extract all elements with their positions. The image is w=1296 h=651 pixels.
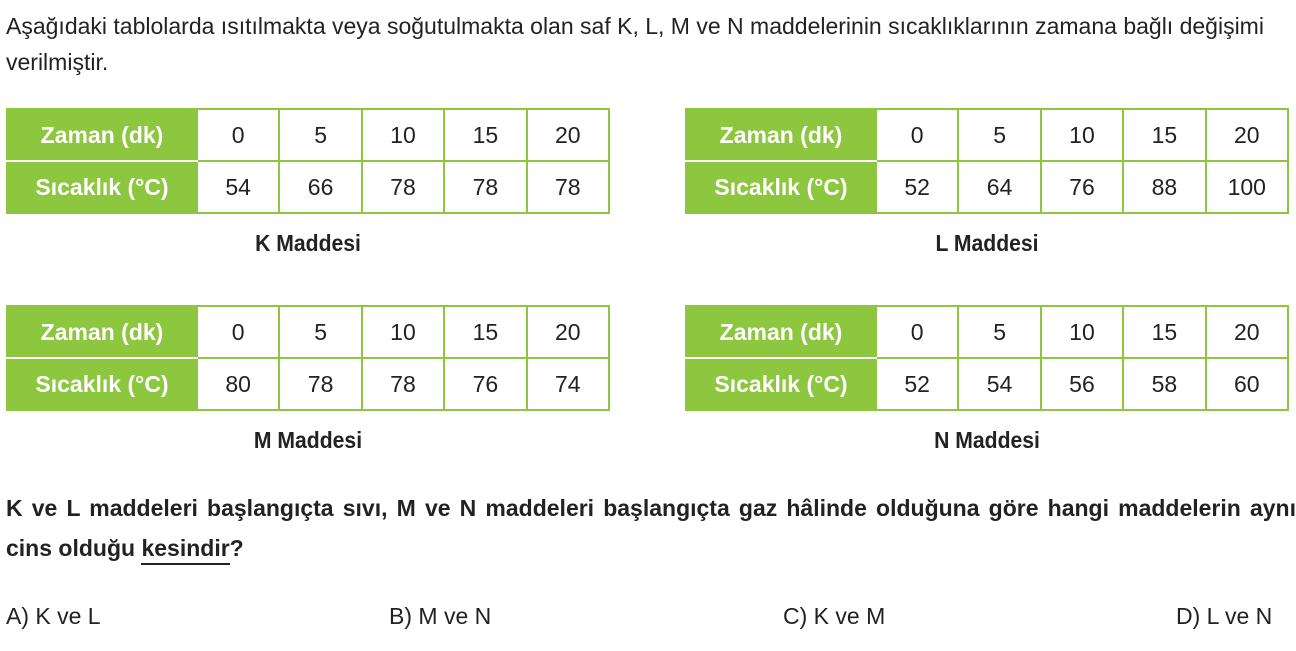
time-header: Zaman (dk) bbox=[686, 109, 876, 161]
temp-cell: 56 bbox=[1041, 358, 1123, 410]
time-cell: 15 bbox=[1123, 109, 1205, 161]
option-d[interactable] bbox=[1176, 603, 1272, 630]
temp-cell: 58 bbox=[1123, 358, 1205, 410]
option-letter: B) bbox=[389, 603, 412, 629]
question-underlined-word: kesindir bbox=[141, 535, 229, 565]
time-cell: 15 bbox=[444, 109, 526, 161]
time-cell: 20 bbox=[527, 109, 609, 161]
question-body: K ve L maddeleri başlangıçta sıvı, M ve N maddeleri başlangıçta gaz hâlinde olduğuna göre hangi maddelerin aynı cins olduğu bbox=[6, 495, 1296, 561]
temp-cell: 64 bbox=[958, 161, 1040, 213]
table-k bbox=[6, 108, 610, 214]
time-cell: 0 bbox=[876, 306, 958, 358]
question-mark: ? bbox=[229, 535, 244, 561]
temp-row bbox=[686, 358, 1288, 410]
temp-cell: 78 bbox=[362, 161, 444, 213]
temp-cell: 74 bbox=[527, 358, 609, 410]
time-cell: 5 bbox=[279, 109, 361, 161]
temp-cell: 54 bbox=[197, 161, 279, 213]
table-l bbox=[685, 108, 1289, 214]
option-letter: A) bbox=[6, 603, 29, 629]
option-letter: C) bbox=[783, 603, 808, 629]
table-m bbox=[6, 305, 610, 411]
temp-cell: 66 bbox=[279, 161, 361, 213]
option-text: L ve N bbox=[1206, 603, 1273, 629]
time-cell: 15 bbox=[1123, 306, 1205, 358]
temp-cell: 100 bbox=[1206, 161, 1288, 213]
table-m-caption: M Maddesi bbox=[253, 427, 363, 453]
time-cell: 5 bbox=[279, 306, 361, 358]
intro-text: Aşağıdaki tablolarda ısıtılmakta veya soğutulmakta olan saf K, L, M ve N maddelerinin sıcaklıklarının zamana bağlı değişimi verilmiştir. bbox=[6, 13, 1264, 75]
temp-row bbox=[7, 358, 609, 410]
option-letter: D) bbox=[1176, 603, 1201, 629]
temp-cell: 54 bbox=[958, 358, 1040, 410]
temp-cell: 60 bbox=[1206, 358, 1288, 410]
question-text bbox=[6, 488, 1296, 568]
time-header: Zaman (dk) bbox=[686, 306, 876, 358]
time-cell: 10 bbox=[1041, 109, 1123, 161]
table-n bbox=[685, 305, 1289, 411]
temp-row bbox=[7, 161, 609, 213]
temp-header: Sıcaklık (°C) bbox=[7, 358, 197, 410]
time-row bbox=[686, 306, 1288, 358]
temp-cell: 78 bbox=[279, 358, 361, 410]
table-n-caption: N Maddesi bbox=[934, 427, 1040, 453]
temp-cell: 52 bbox=[876, 358, 958, 410]
time-cell: 20 bbox=[1206, 306, 1288, 358]
time-cell: 15 bbox=[444, 306, 526, 358]
temp-cell: 78 bbox=[362, 358, 444, 410]
time-row bbox=[7, 109, 609, 161]
temp-cell: 76 bbox=[1041, 161, 1123, 213]
time-cell: 0 bbox=[876, 109, 958, 161]
time-cell: 5 bbox=[958, 306, 1040, 358]
option-c[interactable] bbox=[783, 603, 885, 630]
time-row bbox=[686, 109, 1288, 161]
time-cell: 10 bbox=[362, 109, 444, 161]
option-text: K ve M bbox=[813, 603, 886, 629]
time-cell: 5 bbox=[958, 109, 1040, 161]
temp-cell: 78 bbox=[527, 161, 609, 213]
option-a[interactable] bbox=[6, 603, 101, 630]
temp-cell: 78 bbox=[444, 161, 526, 213]
time-cell: 0 bbox=[197, 109, 279, 161]
temp-header: Sıcaklık (°C) bbox=[686, 358, 876, 410]
temp-header: Sıcaklık (°C) bbox=[7, 161, 197, 213]
temp-cell: 88 bbox=[1123, 161, 1205, 213]
temp-row bbox=[686, 161, 1288, 213]
time-cell: 10 bbox=[1041, 306, 1123, 358]
time-header: Zaman (dk) bbox=[7, 109, 197, 161]
table-k-caption: K Maddesi bbox=[255, 230, 361, 256]
temp-cell: 76 bbox=[444, 358, 526, 410]
time-cell: 20 bbox=[1206, 109, 1288, 161]
option-text: M ve N bbox=[418, 603, 492, 629]
time-cell: 0 bbox=[197, 306, 279, 358]
time-row bbox=[7, 306, 609, 358]
time-cell: 20 bbox=[527, 306, 609, 358]
temp-cell: 80 bbox=[197, 358, 279, 410]
table-l-caption: L Maddesi bbox=[935, 230, 1039, 256]
option-text: K ve L bbox=[35, 603, 101, 629]
option-b[interactable] bbox=[389, 603, 491, 630]
time-header: Zaman (dk) bbox=[7, 306, 197, 358]
temp-header: Sıcaklık (°C) bbox=[686, 161, 876, 213]
time-cell: 10 bbox=[362, 306, 444, 358]
temp-cell: 52 bbox=[876, 161, 958, 213]
